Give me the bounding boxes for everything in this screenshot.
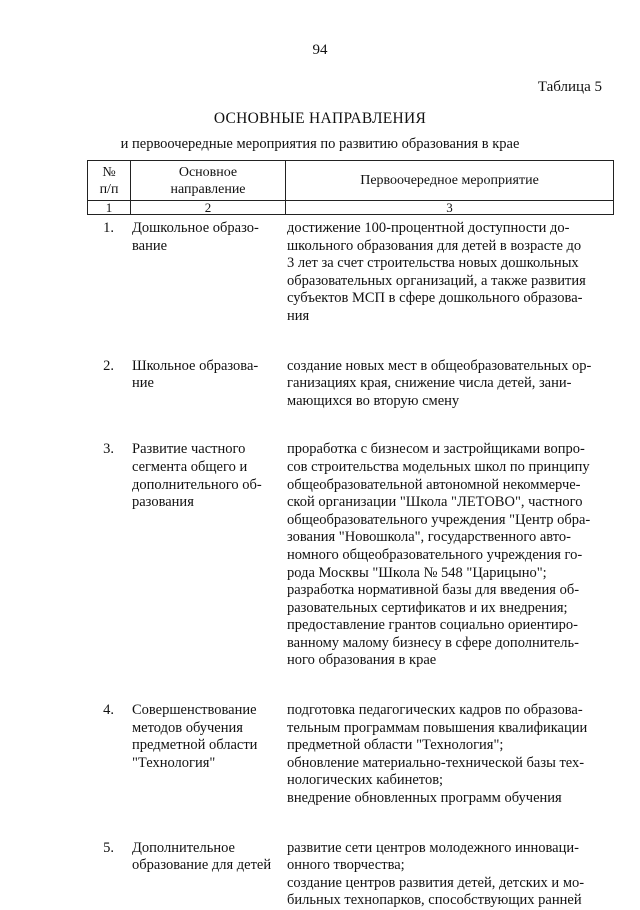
header-num <box>88 161 131 201</box>
measure-line: предоставление грантов социально ориентиро- <box>287 617 578 634</box>
measure-line: подготовка педагогических кадров по образова- <box>287 702 583 719</box>
direction-line: методов обучения <box>132 719 243 736</box>
measure-line: мающихся во вторую смену <box>287 392 460 409</box>
measure-line: 3 лет за счет строительства новых дошкольных <box>287 255 579 272</box>
measure-line: общеобразовательного учреждения "Центр обра- <box>287 511 591 528</box>
measure-line: субъектов МСП в сфере дошкольного образова- <box>287 290 583 307</box>
row-direction <box>130 702 285 808</box>
table-row <box>87 358 614 411</box>
row-number: 2. <box>103 357 114 374</box>
row-measures <box>285 840 614 910</box>
measure-line: ванному малому бизнесу в сфере дополнитель- <box>287 634 579 651</box>
measure-line: образовательных организаций, а также развития <box>287 272 586 289</box>
measure-line: внедрение обновленных программ обучения <box>287 790 562 807</box>
measure-line: бильных технопарков, способствующих ранней <box>287 892 582 909</box>
direction-line: "Технология" <box>132 754 216 771</box>
table-header <box>87 160 614 215</box>
measure-line: разработка нормативной базы для введения об- <box>287 582 580 599</box>
row-number: 4. <box>103 702 114 719</box>
measure-line: общеобразовательной автономной некоммерче- <box>287 476 581 493</box>
measure-line: развитие сети центров молодежного инноваци- <box>287 839 579 856</box>
row-measures <box>285 358 614 411</box>
direction-line: Школьное образова- <box>132 357 259 374</box>
measure-line: ного образования в крае <box>287 652 437 669</box>
measure-line: предметной области "Технология"; <box>287 737 504 754</box>
row-direction <box>130 840 285 910</box>
row-measures <box>285 220 614 326</box>
table-row <box>87 220 614 326</box>
measure-line: тельным программам повышения квалификации <box>287 719 588 736</box>
measure-line: ния <box>287 307 310 324</box>
measure-line: ганизациях края, снижение числа детей, зани- <box>287 375 572 392</box>
measure-line: школьного образования для детей в возрасте до <box>287 237 582 254</box>
measure-line: проработка с бизнесом и застройщиками вопро- <box>287 441 585 458</box>
direction-line: ние <box>132 375 154 392</box>
header-num-line2: п/п <box>99 181 119 197</box>
row-number: 3. <box>103 441 114 458</box>
measure-line: разовательных сертификатов и их внедрения; <box>287 599 568 616</box>
table-label: Таблица 5 <box>537 79 602 95</box>
measure-line: рода Москвы "Школа № 548 "Царицыно"; <box>287 564 547 581</box>
measure-line: обновление материально-технической базы тех- <box>287 754 585 771</box>
direction-line: Дополнительное <box>132 839 235 856</box>
direction-line: дополнительного об- <box>132 476 262 493</box>
direction-line: Совершенствование <box>132 702 257 719</box>
measure-line: ской организации "Школа "ЛЕТОВО", частного <box>287 494 583 511</box>
table-body <box>87 220 614 910</box>
header-col-number-3: 3 <box>286 201 614 215</box>
header-col-number-2: 2 <box>131 201 286 215</box>
document-subtitle: и первоочередные мероприятия по развитию образования в крае <box>120 136 520 152</box>
direction-line: Развитие частного <box>132 441 246 458</box>
measure-line: онного творчества; <box>287 857 405 874</box>
table-row <box>87 840 614 910</box>
header-measure: Первоочередное мероприятие <box>286 161 614 201</box>
row-measures <box>285 702 614 808</box>
row-direction <box>130 358 285 411</box>
row-direction <box>130 220 285 326</box>
measure-line: создание центров развития детей, детских и мо- <box>287 874 585 891</box>
measure-line: зования "Новошкола", государственного авто- <box>287 529 571 546</box>
header-direction <box>131 161 286 201</box>
row-measures <box>285 441 614 670</box>
header-num-line1: № <box>102 164 116 180</box>
header-col-number-1: 1 <box>88 201 131 215</box>
measure-line: номного общеобразовательного учреждения го- <box>287 546 583 563</box>
page-number: 94 <box>312 42 328 58</box>
header-direction-line1: Основное <box>178 164 238 180</box>
table-row <box>87 702 614 808</box>
measure-line: достижение 100-процентной доступности до- <box>287 220 570 236</box>
measure-line: сов строительства модельных школ по принципу <box>287 458 590 475</box>
table-row <box>87 441 614 670</box>
row-direction <box>130 441 285 670</box>
direction-line: вание <box>132 237 168 254</box>
header-direction-line2: направление <box>170 181 246 197</box>
measure-line: создание новых мест в общеобразовательных ор- <box>287 357 592 374</box>
direction-line: образование для детей <box>132 857 272 874</box>
direction-line: разования <box>132 494 194 511</box>
direction-line: сегмента общего и <box>132 458 248 475</box>
measure-line: нологических кабинетов; <box>287 772 444 789</box>
row-number: 5. <box>103 839 114 856</box>
row-number: 1. <box>103 220 114 236</box>
document-title: ОСНОВНЫЕ НАПРАВЛЕНИЯ <box>213 110 427 127</box>
direction-line: предметной области <box>132 737 258 754</box>
direction-line: Дошкольное образо- <box>132 220 259 236</box>
